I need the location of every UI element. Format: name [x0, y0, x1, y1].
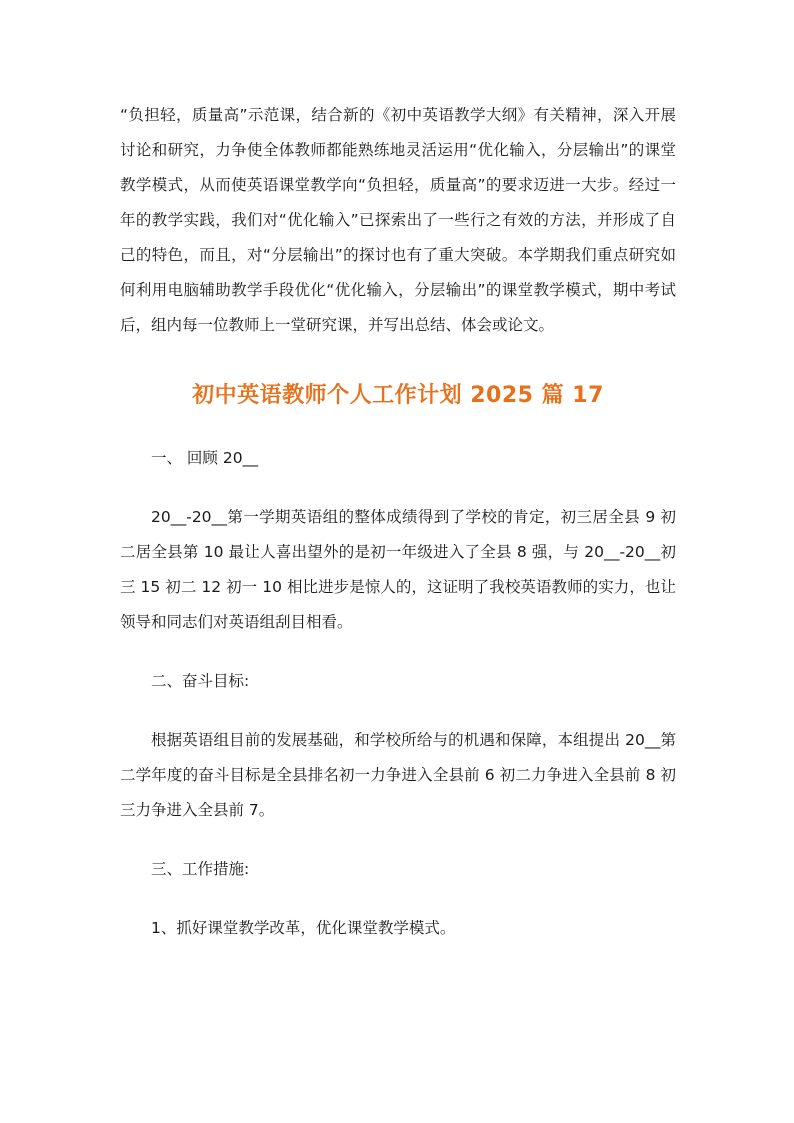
- section1-heading: 一、 回顾 20__: [151, 449, 259, 467]
- section3-heading: 三、工作措施:: [151, 860, 250, 878]
- section3-item-1: 1、抓好课堂教学改革，优化课堂教学模式。: [151, 919, 456, 937]
- section1-body: 20__-20__第一学期英语组的整体成绩得到了学校的肯定，初三居全县 9 初二居全县第 10 最让人喜出望外的是初一年级进入了全县 8 强，与 20__-20__初三 15 初二 12 初一 10 相比进步是惊人的，这证明了我校英语教师的实力，也让领导和同志们对英语组刮目相看。: [120, 508, 676, 631]
- section2-heading: 二、奋斗目标:: [151, 672, 250, 690]
- document-page: [120, 98, 676, 946]
- intro-paragraph: “负担轻，质量高”示范课，结合新的《初中英语教学大纲》有关精神，深入开展讨论和研究，力争使全体教师都能熟练地灵活运用“优化输入，分层输出”的课堂教学模式，从而使英语课堂教学向“负担轻，质量高”的要求迈进一大步。经过一年的教学实践，我们对“优化输入”已探索出了一些行之有效的方法，并形成了自己的特色，而且，对“分层输出”的探讨也有了重大突破。本学期我们重点研究如何利用电脑辅助教学手段优化“优化输入，分层输出”的课堂教学模式，期中考试后，组内每一位教师上一堂研究课，并写出总结、体会或论文。: [120, 106, 676, 334]
- document-title: 初中英语教师个人工作计划 2025 篇 17: [192, 383, 604, 408]
- section2-body: 根据英语组目前的发展基础，和学校所给与的机遇和保障，本组提出 20__第二学年度的奋斗目标是全县排名初一力争进入全县前 6 初二力争进入全县前 8 初三力争进入全县前 7。: [120, 731, 676, 819]
